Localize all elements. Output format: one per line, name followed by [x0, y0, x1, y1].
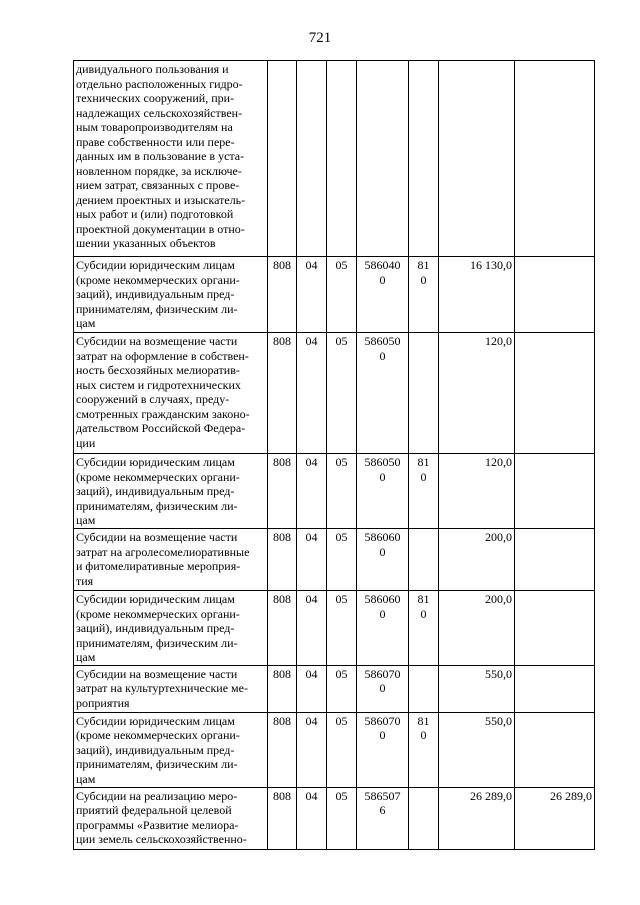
table-row: [74, 712, 595, 787]
expense-type-code: 81 0: [409, 591, 439, 666]
amount: 120,0: [439, 454, 515, 529]
section-code: 04: [297, 665, 327, 712]
expense-type-code: [409, 61, 439, 257]
amount: 16 130,0: [439, 257, 515, 333]
amount-federal: 26 289,0: [515, 787, 595, 849]
expense-type-code: 81 0: [409, 454, 439, 529]
section-code: 04: [297, 257, 327, 333]
table-row: [74, 787, 595, 849]
amount-federal: [515, 529, 595, 591]
row-description: Субсидии юридическим лицам (кроме некоммерческих органи- заций), индивидуальным пред- принимателям, физическим ли- цам: [74, 454, 268, 529]
expense-type-code: [409, 529, 439, 591]
page-number: 721: [308, 30, 332, 46]
ministry-code: 808: [268, 591, 297, 666]
subsection-code: 05: [327, 529, 357, 591]
amount-federal: [515, 257, 595, 333]
table-row: [74, 529, 595, 591]
subsection-code: [327, 61, 357, 257]
table-row: [74, 61, 595, 257]
row-description: Субсидии на возмещение части затрат на культуртехнические ме- роприятия: [74, 665, 268, 712]
amount: 26 289,0: [439, 787, 515, 849]
amount-federal: [515, 454, 595, 529]
subsection-code: 05: [327, 257, 357, 333]
row-description: Субсидии на возмещение части затрат на оформление в собствен- ность бесхозяйных мелиоратив- ных систем и гидротехнических сооружений в случаях, преду- смотренных гражданским законо- дательством Российской Федера- ции: [74, 333, 268, 454]
section-code: 04: [297, 591, 327, 666]
row-description: Субсидии на возмещение части затрат на агролесомелиоративные и фитомелиративные мероприя- тия: [74, 529, 268, 591]
target-code: 586050 0: [357, 333, 409, 454]
ministry-code: 808: [268, 454, 297, 529]
row-description: дивидуального пользования и отдельно расположенных гидро- технических сооружений, при- надлежащих сельскохозяйствен- ным товаропроизводителям на праве собственности или пере- данных им в пользование в уста- новленном порядке, за исключе- нием затрат, связанных с прове- дением проектных и изыскатель- ных работ и (или) подготовкой проектной документации в отно- шении указанных объектов: [74, 61, 268, 257]
ministry-code: 808: [268, 333, 297, 454]
target-code: 586060 0: [357, 591, 409, 666]
section-code: 04: [297, 787, 327, 849]
amount: 200,0: [439, 591, 515, 666]
row-description: Субсидии юридическим лицам (кроме некоммерческих органи- заций), индивидуальным пред- принимателям, физическим ли- цам: [74, 712, 268, 787]
table-row: [74, 333, 595, 454]
table-row: [74, 591, 595, 666]
subsection-code: 05: [327, 591, 357, 666]
target-code: 586507 6: [357, 787, 409, 849]
row-description: Субсидии на реализацию меро- приятий федеральной целевой программы «Развитие мелиора- ции земель сельскохозяйственно-: [74, 787, 268, 849]
expense-type-code: 81 0: [409, 257, 439, 333]
amount: 200,0: [439, 529, 515, 591]
section-code: 04: [297, 333, 327, 454]
amount-federal: [515, 712, 595, 787]
table-row: [74, 454, 595, 529]
ministry-code: 808: [268, 529, 297, 591]
target-code: 586050 0: [357, 454, 409, 529]
section-code: [297, 61, 327, 257]
table-row: [74, 257, 595, 333]
expense-type-code: [409, 787, 439, 849]
amount: 120,0: [439, 333, 515, 454]
section-code: 04: [297, 712, 327, 787]
expense-type-code: [409, 333, 439, 454]
amount: [439, 61, 515, 257]
ministry-code: 808: [268, 787, 297, 849]
subsection-code: 05: [327, 665, 357, 712]
ministry-code: 808: [268, 712, 297, 787]
ministry-code: 808: [268, 257, 297, 333]
amount: 550,0: [439, 712, 515, 787]
amount-federal: [515, 61, 595, 257]
row-description: Субсидии юридическим лицам (кроме некоммерческих органи- заций), индивидуальным пред- принимателям, физическим ли- цам: [74, 257, 268, 333]
target-code: 586060 0: [357, 529, 409, 591]
section-code: 04: [297, 454, 327, 529]
amount-federal: [515, 591, 595, 666]
amount-federal: [515, 665, 595, 712]
row-description: Субсидии юридическим лицам (кроме некоммерческих органи- заций), индивидуальным пред- принимателям, физическим ли- цам: [74, 591, 268, 666]
expense-type-code: 81 0: [409, 712, 439, 787]
subsection-code: 05: [327, 787, 357, 849]
ministry-code: 808: [268, 665, 297, 712]
subsection-code: 05: [327, 454, 357, 529]
ministry-code: [268, 61, 297, 257]
target-code: [357, 61, 409, 257]
subsection-code: 05: [327, 712, 357, 787]
amount: 550,0: [439, 665, 515, 712]
target-code: 586070 0: [357, 665, 409, 712]
target-code: 586040 0: [357, 257, 409, 333]
section-code: 04: [297, 529, 327, 591]
table-row: [74, 665, 595, 712]
target-code: 586070 0: [357, 712, 409, 787]
amount-federal: [515, 333, 595, 454]
expense-type-code: [409, 665, 439, 712]
subsection-code: 05: [327, 333, 357, 454]
budget-table: [73, 60, 595, 850]
